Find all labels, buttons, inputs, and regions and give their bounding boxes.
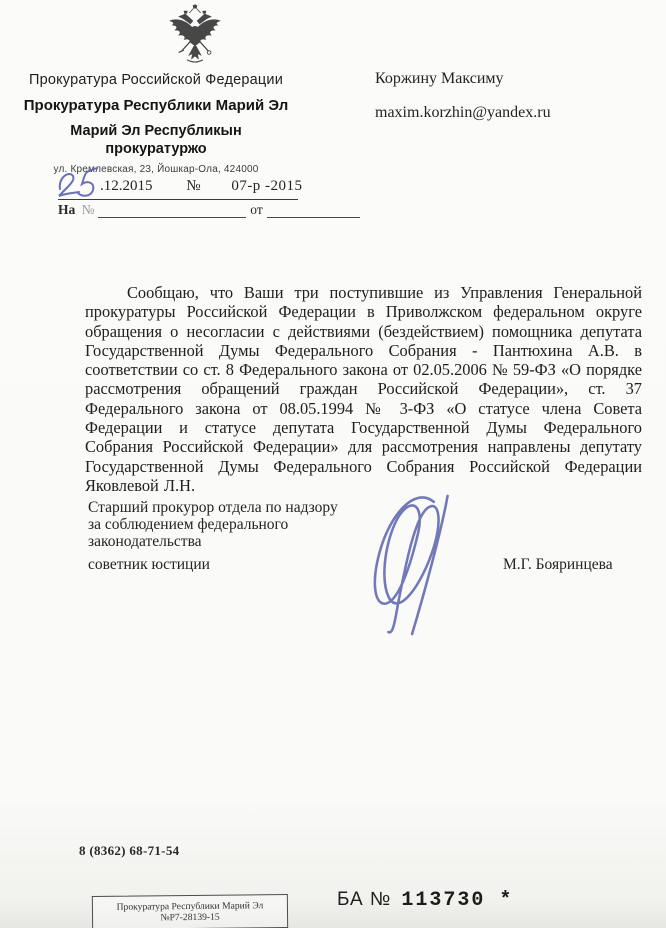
- reference-row: [58, 202, 378, 222]
- form-serial-prefix: БА №: [337, 889, 392, 910]
- form-serial-number: [337, 889, 513, 912]
- org-name-mari-line1: Марий Эл Республикын: [70, 123, 242, 139]
- ref-na-label: На: [58, 202, 76, 217]
- number-sign: №: [186, 178, 201, 194]
- document-number: 07-р -2015: [231, 178, 303, 194]
- org-name-republic: Прокуратура Республики Марий Эл: [23, 97, 289, 114]
- stamp-org-name: Прокуратура Республики Марий Эл: [116, 899, 264, 913]
- ref-number-blank-line: [98, 203, 246, 218]
- signer-rank: советник юстиции: [88, 556, 210, 573]
- date-month-year: .12.2015: [100, 178, 153, 194]
- recipient-email: maxim.korzhin@yandex.ru: [375, 104, 551, 121]
- ref-ot-label: от: [250, 202, 263, 217]
- recipient-name: Коржину Максиму: [375, 70, 504, 87]
- letter-body-paragraph: Сообщаю, что Ваши три поступившие из Управления Генеральной прокуратуры Российской Федерации в Приволжском федеральном округе обращения о несогласии с действиями (бездействием) помощника депутата Государственной Думы Федерального Собрания - Пантюхина А.В. в соответствии со ст. 8 Федерального закона от 02.05.2006 № 59-ФЗ «О порядке рассмотрения обращений граждан Российской Федерации», ст. 37 Федерального закона от 08.05.1994 № 3-ФЗ «О статусе члена Совета Федерации и статусе депутата Государственной Думы Федерального Собрания Российской Федерации» для рассмотрения направлены депутату Государственной Думы Федерального Собрания Российской Федерации Яковлевой Л.Н.: [85, 283, 642, 495]
- stamp-registration-number: №Р7-28139-15: [160, 911, 220, 924]
- date-number-row: [58, 178, 303, 200]
- signer-position-line1: Старший прокурор отдела по надзору: [88, 499, 338, 516]
- signer-position: [88, 500, 378, 550]
- signer-position-line3: законодательства: [88, 532, 202, 550]
- form-serial-digits: 113730 *: [401, 889, 514, 912]
- signer-position-line2: за соблюдением федерального: [88, 515, 289, 533]
- ref-date-blank-line: [267, 203, 360, 218]
- contact-phone: 8 (8362) 68-71-54: [79, 843, 180, 858]
- org-name-mari-line2: прокуратуржо: [105, 141, 207, 157]
- org-name-federation: Прокуратура Российской Федерации: [28, 72, 284, 88]
- coat-of-arms-eagle-icon: [166, 4, 224, 66]
- handwritten-signature: [350, 488, 485, 636]
- ref-number-sign: №: [81, 202, 95, 217]
- signer-name: М.Г. Бояринцева: [503, 556, 613, 573]
- org-address: ул. Кремлевская, 23, Йошкар-Ола, 424000: [53, 164, 259, 175]
- registration-stamp-box: [92, 894, 288, 928]
